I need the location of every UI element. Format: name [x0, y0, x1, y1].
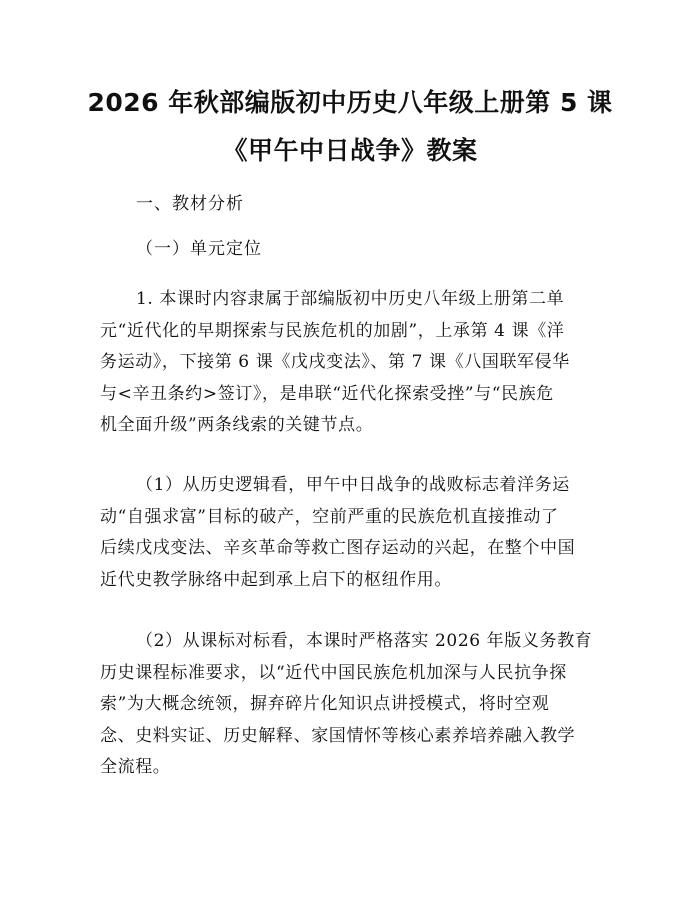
section-heading: 一、教材分析: [136, 194, 244, 214]
paragraph-line: 机全面升级”两条线索的关键节点。: [100, 415, 374, 435]
paragraph-line: （2）从课标对标看，本课时严格落实 2026 年版义务教育: [136, 631, 593, 651]
paragraph-line: 索”为大概念统领，摒弃碎片化知识点讲授模式，将时空观: [100, 694, 550, 714]
paragraph-line: （1）从历史逻辑看，甲午中日战争的战败标志着洋务运: [136, 475, 570, 495]
paragraph-historical-logic: [100, 470, 600, 596]
paragraph-line: 后续戊戌变法、辛亥革命等救亡图存运动的兴起，在整个中国: [100, 538, 576, 558]
paragraph-line: 元“近代化的早期探索与民族危机的加剧”，上承第 4 课《洋: [100, 320, 565, 341]
document-title-line-2: 《甲午中日战争》教案: [222, 136, 478, 165]
paragraph-line: 务运动》，下接第 6 课《戊戌变法》、第 7 课《八国联军侵华: [100, 352, 570, 372]
paragraph-line: 念、史料实证、历史解释、家国情怀等核心素养培养融入教学: [100, 725, 576, 746]
paragraph-line: 历史课程标准要求，以“近代中国民族危机加深与人民抗争探: [100, 662, 567, 683]
paragraph-line: 与<辛丑条约>签订》，是串联“近代化探索受挫”与“民族危: [100, 383, 554, 404]
paragraph-line: 1. 本课时内容隶属于部编版初中历史八年级上册第二单: [136, 289, 565, 309]
paragraph-curriculum-standard: [100, 626, 600, 784]
paragraph-line: 近代史教学脉络中起到承上启下的枢纽作用。: [100, 569, 452, 590]
subsection-heading: （一）单元定位: [136, 239, 262, 259]
paragraph-line: 动“自强求富”目标的破产，空前严重的民族危机直接推动了: [100, 506, 559, 527]
document-title-line-1: 2026 年秋部编版初中历史八年级上册第 5 课: [87, 88, 613, 117]
paragraph-line: 全流程。: [100, 757, 171, 777]
paragraph-unit-position: [100, 284, 600, 442]
